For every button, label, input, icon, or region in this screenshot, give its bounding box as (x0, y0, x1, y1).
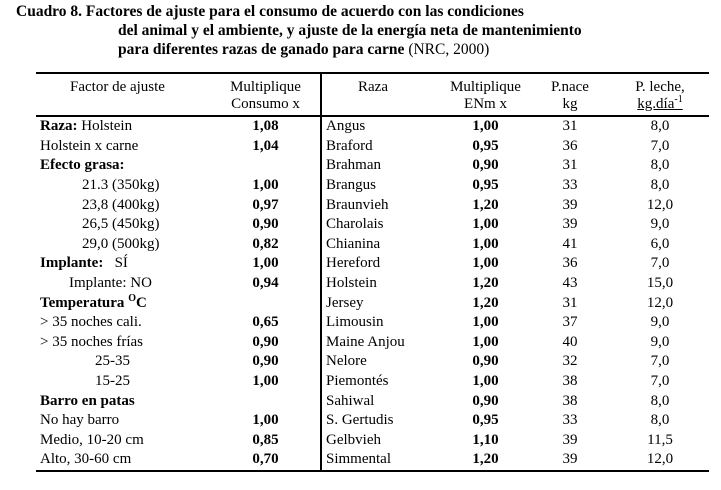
factor-label (36, 313, 211, 333)
factor-label (36, 137, 211, 157)
table-row (36, 372, 709, 392)
factor-label (36, 195, 211, 215)
factor-text: SÍ (103, 255, 128, 272)
breed-birth-weight: 32 (562, 353, 578, 370)
factor-multiplier: 0,85 (211, 431, 321, 451)
header-pnace: P.nace kg (529, 73, 611, 116)
caption-line-3-bold: para diferentes razas de ganado para carne (118, 41, 405, 58)
factor-multiplier: 0,70 (211, 450, 321, 471)
factor-group-label: Raza: (40, 118, 78, 135)
breed-enm-multiplier: 1,20 (472, 294, 499, 311)
breed-milk-yield: 9,0 (650, 314, 670, 331)
breed-enm-multiplier: 0,95 (472, 137, 499, 154)
factor-label (36, 352, 211, 372)
breed-enm-multiplier: 1,10 (472, 431, 499, 448)
table-row (36, 254, 709, 274)
breed-enm-multiplier: 0,90 (472, 157, 499, 174)
breed-milk-yield: 8,0 (650, 177, 670, 194)
factor-multiplier: 0,94 (211, 274, 321, 294)
table-row (36, 450, 709, 471)
factor-text: Holstein x carne (40, 137, 139, 154)
factor-label (36, 274, 211, 294)
breed-enm-multiplier: 1,00 (472, 118, 499, 135)
factor-label (36, 176, 211, 196)
breed-birth-weight: 33 (562, 412, 578, 429)
factor-multiplier: 0,97 (211, 195, 321, 215)
header-factor: Factor de ajuste (36, 73, 211, 116)
table-row (36, 352, 709, 372)
table-body (36, 116, 709, 471)
breed-milk-yield: 8,0 (650, 392, 670, 409)
breed-milk-yield: 12,0 (646, 196, 674, 213)
factor-multiplier: 1,00 (211, 411, 321, 431)
header-mult-enm: Multiplique ENm x (442, 73, 529, 116)
factor-text: Alto, 30-60 cm (40, 451, 132, 468)
breed-enm-multiplier: 1,00 (472, 314, 499, 331)
factor-multiplier: 0,90 (211, 352, 321, 372)
factor-multiplier: 1,04 (211, 137, 321, 157)
breed-enm-multiplier: 0,90 (472, 353, 499, 370)
factor-text: 21.3 (350kg) (82, 177, 160, 194)
factor-label (36, 411, 211, 431)
factor-label (36, 235, 211, 255)
factor-text: Medio, 10-20 cm (40, 431, 144, 448)
table-row (36, 274, 709, 294)
breed-milk-yield: 9,0 (650, 333, 670, 350)
factor-multiplier: 0,82 (211, 235, 321, 255)
breed-name: Angus (326, 118, 366, 135)
table-row (36, 431, 709, 451)
breed-enm-multiplier: 1,20 (472, 275, 499, 292)
table-row (36, 116, 709, 137)
caption-line-2: del animal y el ambiente, y ajuste de la energía neta de mantenimiento (118, 22, 582, 39)
breed-birth-weight: 36 (562, 255, 578, 272)
factor-label (36, 293, 211, 313)
breed-milk-yield: 7,0 (650, 137, 670, 154)
table-row (36, 313, 709, 333)
factor-label (36, 450, 211, 471)
factor-text: 23,8 (400kg) (82, 196, 160, 213)
breed-enm-multiplier: 1,00 (472, 373, 499, 390)
breed-milk-yield: 8,0 (650, 412, 670, 429)
breed-birth-weight: 38 (562, 392, 578, 409)
factor-text: Holstein (77, 118, 133, 135)
breed-name: Charolais (326, 216, 384, 233)
factor-label (36, 116, 211, 137)
breed-enm-multiplier: 1,00 (472, 235, 499, 252)
factor-group-label: Temperatura (40, 294, 129, 311)
breed-birth-weight: 39 (562, 431, 578, 448)
breed-milk-yield: 12,0 (646, 294, 674, 311)
factor-multiplier (211, 156, 321, 176)
factor-label (36, 156, 211, 176)
breed-name: Brangus (326, 177, 376, 194)
breed-enm-multiplier: 1,20 (442, 450, 529, 471)
breed-birth-weight: 36 (562, 137, 578, 154)
factor-text: No hay barro (40, 412, 120, 429)
factor-label (36, 215, 211, 235)
breed-name: Chianina (326, 235, 381, 252)
factor-label (36, 333, 211, 353)
breed-milk-yield: 8,0 (650, 157, 670, 174)
factor-multiplier: 1,00 (211, 176, 321, 196)
caption-line-3 (16, 40, 716, 59)
table-header-row (36, 73, 709, 116)
table-row (36, 411, 709, 431)
factor-multiplier: 0,90 (211, 215, 321, 235)
breed-name: Jersey (326, 294, 364, 311)
header-raza: Raza (321, 73, 442, 116)
factor-text: Implante: NO (69, 275, 152, 292)
breed-name: Sahiwal (326, 392, 375, 409)
breed-name: Piemontés (326, 373, 389, 390)
caption-line-3-source: (NRC, 2000) (404, 41, 490, 58)
factor-label (36, 254, 211, 274)
breed-name: Hereford (326, 255, 381, 272)
breed-birth-weight: 31 (562, 118, 578, 135)
table-row (36, 137, 709, 157)
factor-group-label: Barro en patas (40, 392, 135, 409)
breed-enm-multiplier: 1,00 (472, 255, 499, 272)
breed-enm-multiplier: 0,90 (472, 392, 499, 409)
breed-birth-weight: 37 (562, 314, 578, 331)
breed-enm-multiplier: 0,95 (472, 177, 499, 194)
factor-multiplier: 1,00 (211, 372, 321, 392)
breed-name: Gelbvieh (326, 431, 381, 448)
breed-birth-weight: 39 (529, 450, 611, 471)
table-row (36, 235, 709, 255)
degree-symbol: O (128, 292, 136, 304)
breed-name: Nelore (326, 353, 367, 370)
table-row (36, 195, 709, 215)
table-row (36, 293, 709, 313)
factor-label (36, 372, 211, 392)
table-caption (16, 2, 716, 59)
breed-milk-yield: 6,0 (650, 235, 670, 252)
factor-label (36, 391, 211, 411)
breed-birth-weight: 39 (562, 216, 578, 233)
table-row (36, 156, 709, 176)
breed-name: Holstein (326, 275, 377, 292)
factor-label (36, 431, 211, 451)
breed-birth-weight: 31 (562, 157, 578, 174)
header-mult-consumo: Multiplique Consumo x (211, 73, 321, 116)
breed-milk-yield: 7,0 (650, 353, 670, 370)
breed-milk-yield: 9,0 (650, 216, 670, 233)
breed-milk-yield: 7,0 (650, 373, 670, 390)
breed-enm-multiplier: 1,00 (472, 333, 499, 350)
breed-name: S. Gertudis (326, 412, 394, 429)
factor-multiplier: 1,08 (211, 116, 321, 137)
breed-milk-yield: 11,5 (647, 431, 673, 448)
breed-birth-weight: 38 (562, 373, 578, 390)
breed-birth-weight: 39 (562, 196, 578, 213)
table-row (36, 333, 709, 353)
breed-name: Maine Anjou (326, 333, 405, 350)
unit-label: C (135, 294, 147, 311)
breed-enm-multiplier: 1,20 (472, 196, 499, 213)
factor-text: 25-35 (95, 353, 130, 370)
table-row (36, 176, 709, 196)
table-row (36, 391, 709, 411)
breed-birth-weight: 43 (562, 275, 578, 292)
factor-text: 26,5 (450kg) (82, 216, 160, 233)
breed-birth-weight: 31 (562, 294, 578, 311)
breed-enm-multiplier: 0,95 (472, 412, 499, 429)
breed-milk-yield: 12,0 (611, 450, 709, 471)
factor-text: > 35 noches cali. (40, 314, 142, 331)
breed-birth-weight: 40 (562, 333, 578, 350)
adjustment-factors-table (36, 72, 709, 472)
factor-multiplier: 0,65 (211, 313, 321, 333)
factor-text: 29,0 (500kg) (82, 235, 160, 252)
factor-group-label: Efecto grasa: (40, 157, 125, 174)
factor-group-label: Implante: (40, 255, 104, 272)
breed-name: Braunvieh (326, 196, 389, 213)
breed-name: Braford (326, 137, 373, 154)
breed-birth-weight: 41 (562, 235, 578, 252)
factor-multiplier (211, 293, 321, 313)
breed-milk-yield: 8,0 (650, 118, 670, 135)
factor-multiplier (211, 391, 321, 411)
factor-text: > 35 noches frías (40, 333, 144, 350)
breed-milk-yield: 15,0 (646, 275, 674, 292)
header-pleche: P. leche, kg.día$^{-1}$ (611, 73, 709, 116)
caption-line-1: Cuadro 8. Factores de ajuste para el consumo de acuerdo con las condiciones (16, 3, 524, 20)
factor-multiplier: 1,00 (211, 254, 321, 274)
factor-text: 15-25 (95, 373, 130, 390)
breed-enm-multiplier: 1,00 (472, 216, 499, 233)
breed-milk-yield: 7,0 (650, 255, 670, 272)
breed-name: Brahman (326, 157, 381, 174)
breed-birth-weight: 33 (562, 177, 578, 194)
factor-multiplier: 0,90 (211, 333, 321, 353)
breed-name: Limousin (326, 314, 384, 331)
table-row (36, 215, 709, 235)
breed-name: Simmental (321, 450, 442, 471)
